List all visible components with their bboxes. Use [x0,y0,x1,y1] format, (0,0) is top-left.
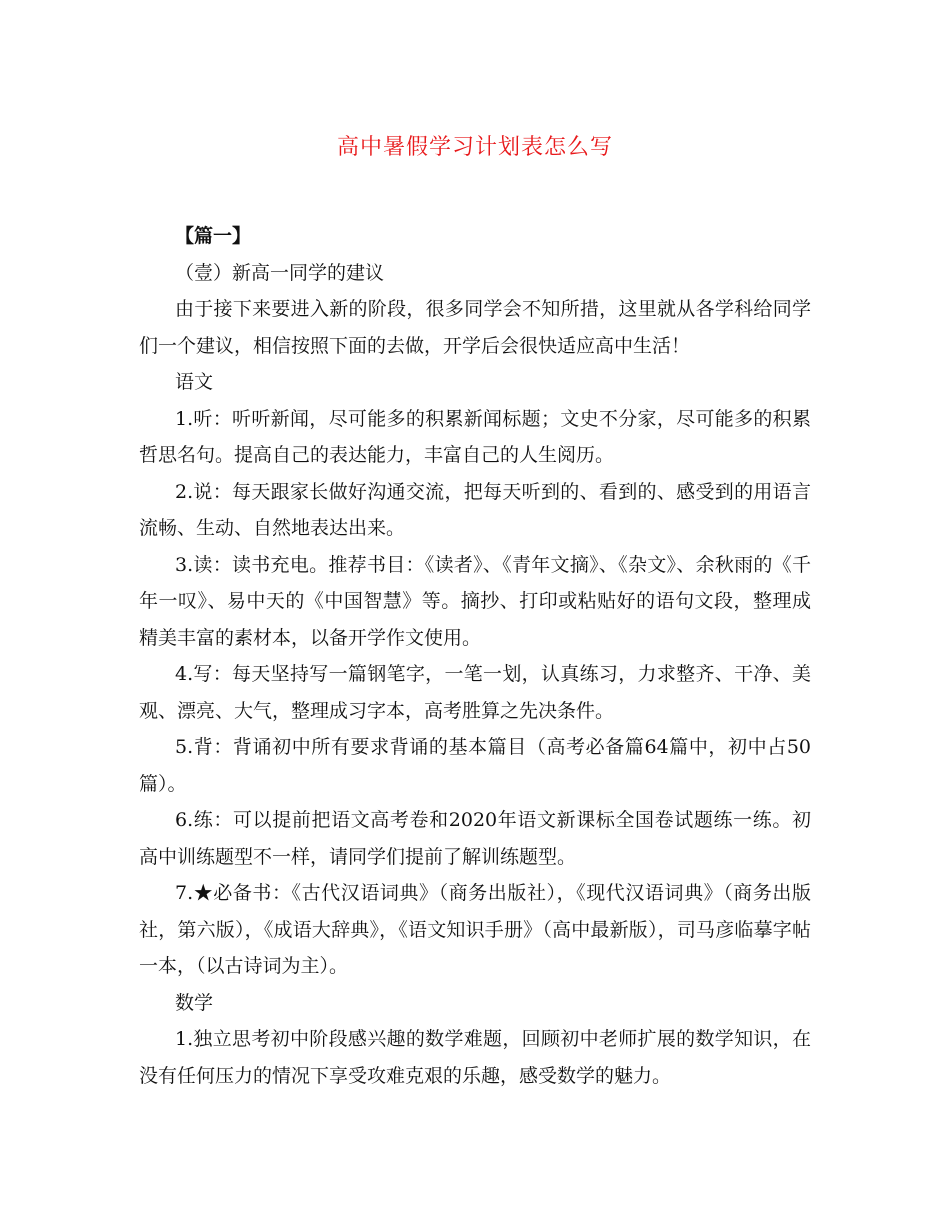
list-item-math-think: 1.独立思考初中阶段感兴趣的数学难题，回顾初中老师扩展的数学知识，在没有任何压力的情况下享受攻难克艰的乐趣，感受数学的魅力。 [139,1028,811,1087]
intro-paragraph: 由于接下来要进入新的阶段，很多同学会不知所措，这里就从各学科给同学们一个建议，相信按照下面的去做，开学后会很快适应高中生活！ [139,298,811,357]
section-heading-part-one: 【篇一】 [175,225,252,247]
list-item-write: 4.写：每天坚持写一篇钢笔字，一笔一划，认真练习，力求整齐、干净、美观、漂亮、大气，整理成习字本，高考胜算之先决条件。 [139,663,811,722]
subject-heading-chinese: 语文 [175,371,214,393]
list-item-speak: 2.说：每天跟家长做好沟通交流，把每天听到的、看到的、感受到的用语言流畅、生动、自然地表达出来。 [139,480,811,539]
subsection-heading-advice: （壹）新高一同学的建议 [175,261,385,284]
list-item-recite: 5.背：背诵初中所有要求背诵的基本篇目（高考必备篇64篇中，初中占50篇）。 [139,736,811,795]
document-title: 高中暑假学习计划表怎么写 [336,135,613,160]
list-item-required-books: 7.★必备书：《古代汉语词典》（商务出版社），《现代汉语词典》（商务出版社，第六版），《成语大辞典》，《语文知识手册》（高中最新版），司马彦临摹字帖一本，（以古诗词为主）。 [139,882,811,977]
list-item-practice: 6.练：可以提前把语文高考卷和2020年语文新课标全国卷试题练一练。初高中训练题型不一样，请同学们提前了解训练题型。 [139,809,811,868]
document-body [139,218,811,1094]
list-item-listen: 1.听：听听新闻，尽可能多的积累新闻标题；文史不分家，尽可能多的积累哲思名句。提高自己的表达能力，丰富自己的人生阅历。 [139,407,811,466]
subject-heading-math: 数学 [175,991,214,1014]
list-item-read: 3.读：读书充电。推荐书目：《读者》、《青年文摘》、《杂文》、余秋雨的《千年一叹》、易中天的《中国智慧》等。摘抄、打印或粘贴好的语句文段，整理成精美丰富的素材本，以备开学作文使用。 [139,553,811,649]
